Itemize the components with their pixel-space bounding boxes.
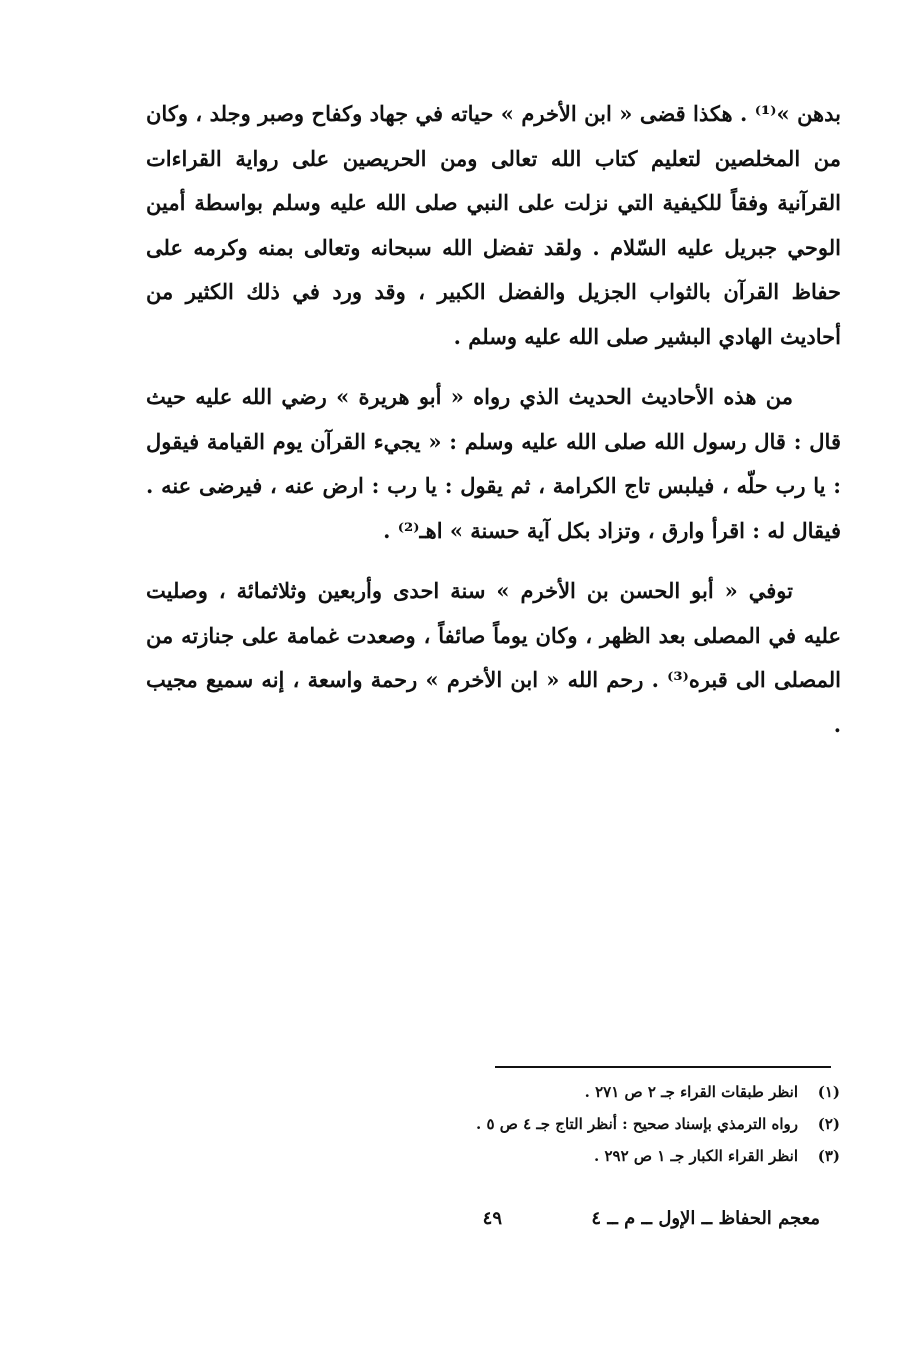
- page-number: ٤٩: [482, 1208, 502, 1229]
- body-text: [146, 92, 841, 747]
- paragraph-2: من هذه الأحاديث الحديث الذي رواه « أبو هريرة » رضي الله عليه حيث قال : قال رسول الله صلى الله عليه وسلم : « يجيء القرآن يوم القيامة فيقول : يا رب حلّه ، فيلبس تاج الكرامة ، ثم يقول : يا رب : ارض عنه ، فيرضى عنه . فيقال له : اقرأ وارق ، وتزاد بكل آية حسنة » اهـ⁽²⁾ .: [146, 384, 841, 543]
- footnote-3: [300, 1140, 840, 1172]
- footnote-divider: [495, 1066, 831, 1068]
- footnote-number: (٢): [817, 1115, 840, 1133]
- footnote-2: [300, 1108, 840, 1140]
- paragraph-3: توفي « أبو الحسن بن الأخرم » سنة احدى وأربعين وثلاثمائة ، وصليت عليه في المصلى بعد الظهر ، وكان يوماً صائفاً ، وصعدت غمامة على جنازته من المصلى الى قبره⁽³⁾ . رحم الله « ابن الأخرم » رحمة واسعة ، إنه سميع مجيب .: [146, 578, 841, 737]
- paragraph-1: بدهن »⁽¹⁾ . هكذا قضى « ابن الأخرم » حياته في جهاد وكفاح وصبر وجلد ، وكان من المخلصين لتعليم كتاب الله تعالى ومن الحريصين على رواية القراءات القرآنية وفقاً للكيفية التي نزلت على النبي صلى الله عليه وسلم بواسطة أمين الوحي جبريل عليه السّلام . ولقد تفضل الله سبحانه وتعالى بمنه وكرمه على حفاظ القرآن بالثواب الجزيل والفضل الكبير ، وقد ورد في ذلك الكثير من أحاديث الهادي البشير صلى الله عليه وسلم .: [146, 101, 842, 349]
- footnote-1: [300, 1076, 840, 1108]
- footnote-text: انظر طبقات القراء جـ ٢ ص ٢٧١ .: [584, 1083, 798, 1101]
- footnotes: [300, 1076, 840, 1172]
- footnote-text: انظر القراء الكبار جـ ١ ص ٢٩٢ .: [594, 1147, 798, 1165]
- running-title: معجم الحفاظ ــ الإول ــ م ــ ٤: [591, 1208, 820, 1229]
- page-footer: [120, 1208, 820, 1238]
- footnote-number: (٣): [817, 1147, 840, 1165]
- footnote-number: (١): [817, 1083, 840, 1101]
- footnote-text: رواه الترمذي بإسناد صحيح : أنظر التاج جـ ٤ ص ٥ .: [475, 1115, 798, 1133]
